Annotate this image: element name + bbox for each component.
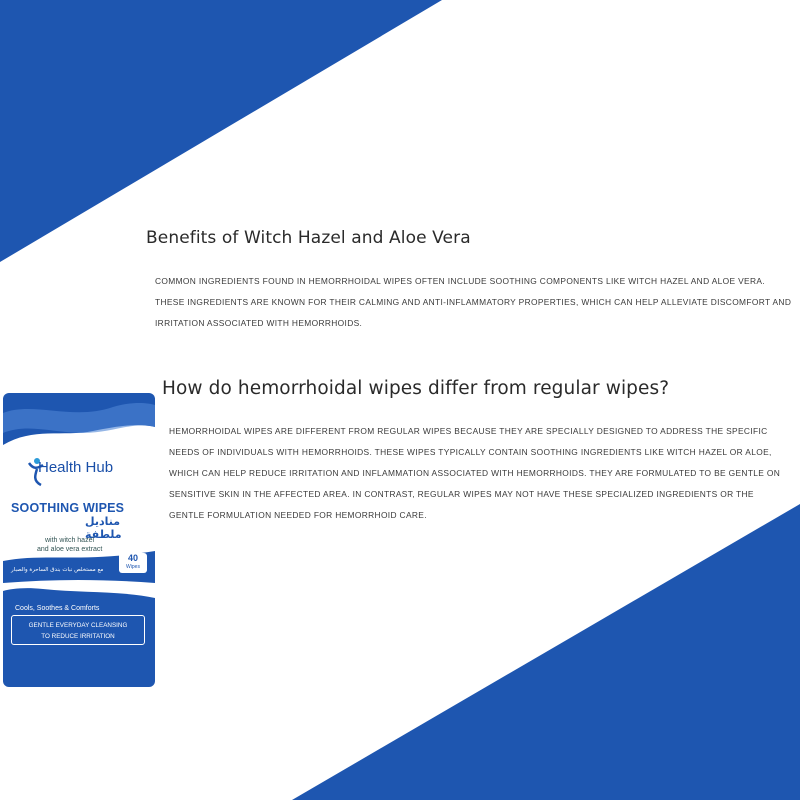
benefit-line1: GENTLE EVERYDAY CLEANSING: [28, 622, 128, 629]
wipe-count-badge: [119, 553, 147, 573]
product-title-arabic: مناديل ملطفة: [85, 515, 122, 541]
difference-paragraph: HEMORRHOIDAL WIPES ARE DIFFERENT FROM REGULAR WIPES BECAUSE THEY ARE SPECIALLY DESIGNED TO ADDRESS THE SPECIFIC NEEDS OF INDIVIDUALS WITH HEMORRHOIDS. THESE WIPES TYPICALLY CONTAIN SOOTHING INGREDIENTS LIKE WITCH HAZEL OR ALOE, WHICH CAN HELP REDUCE IRRITATION AND INFLAMMATION ASSOCIATED WITH HEMORRHOIDS. THEY ARE FORMULATED TO BE GENTLE ON SENSITIVE SKIN IN THE AFFECTED AREA. IN CONTRAST, REGULAR WIPES MAY NOT HAVE THESE SPECIALIZED INGREDIENTS OR THE GENTLE FORMULATION NEEDED FOR HEMORRHOID CARE.: [169, 426, 781, 520]
product-package-image: [3, 393, 155, 687]
product-benefit-box: [11, 615, 145, 645]
wipe-count-unit: Wipes: [126, 564, 140, 570]
product-subtitle-arabic: مع مستخلص نبات بندق الساحرة والصبار: [11, 567, 104, 573]
benefit-line2: TO REDUCE IRRITATION: [41, 633, 115, 640]
top-left-blue-triangle: [0, 0, 442, 262]
brand-name: Health Hub: [38, 459, 114, 476]
benefits-heading: Benefits of Witch Hazel and Aloe Vera: [146, 228, 471, 248]
wipe-count: 40: [127, 553, 138, 563]
product-title: SOOTHING WIPES: [11, 501, 125, 515]
product-subtitle-line2: and aloe vera extract: [37, 546, 103, 553]
benefits-paragraph: COMMON INGREDIENTS FOUND IN HEMORRHOIDAL WIPES OFTEN INCLUDE SOOTHING COMPONENTS LIKE WITCH HAZEL AND ALOE VERA. THESE INGREDIENTS ARE KNOWN FOR THEIR CALMING AND ANTI-INFLAMMATORY PROPERTIES, WHICH CAN HELP ALLEVIATE DISCOMFORT AND IRRITATION ASSOCIATED WITH HEMORRHOIDS.: [155, 276, 792, 328]
product-tagline: Cools, Soothes & Comforts: [15, 605, 100, 612]
package-body: [3, 393, 155, 687]
product-subtitle-line1: with witch hazel: [45, 537, 95, 544]
difference-heading: How do hemorrhoidal wipes differ from regular wipes?: [162, 378, 670, 399]
bottom-right-blue-triangle: [292, 504, 800, 800]
